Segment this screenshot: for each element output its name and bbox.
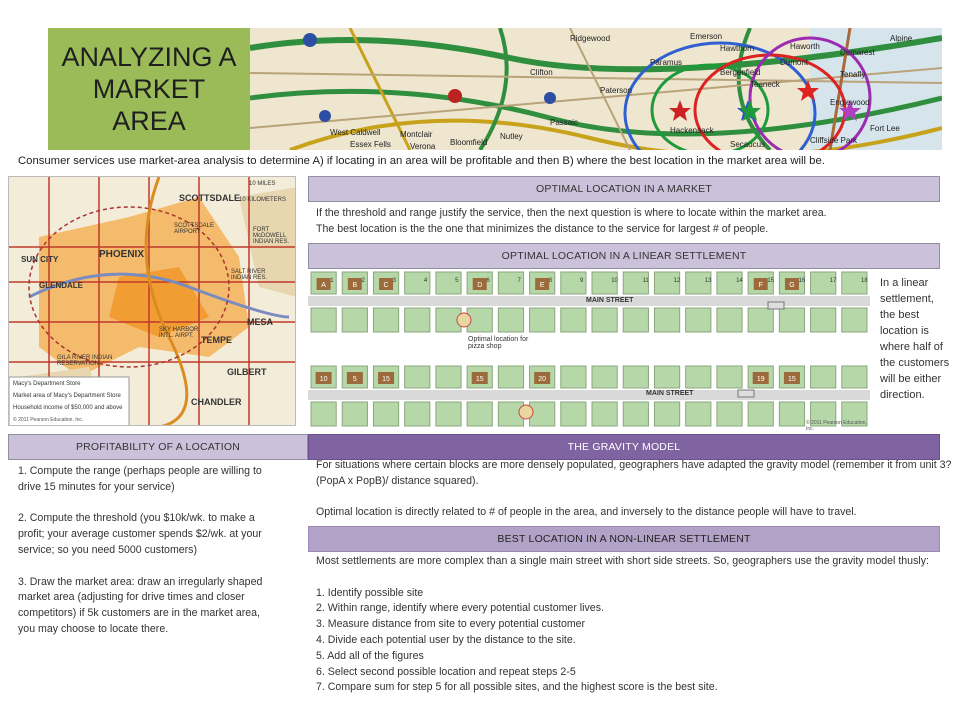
- block-upper-15: [748, 308, 773, 332]
- map-place-paterson: Paterson: [600, 86, 633, 95]
- map-place-emerson: Emerson: [690, 32, 723, 41]
- block-number-10: 10: [611, 278, 618, 284]
- page-title-text: [54, 41, 244, 137]
- block-lower-4: [405, 366, 430, 388]
- block-number-18: 18: [861, 278, 868, 284]
- map-scale-miles: 10 MILES: [249, 181, 276, 187]
- map-place-teaneck: Teaneck: [750, 80, 780, 89]
- block-lower-11: [623, 366, 648, 388]
- map-place-dumont: Dumont: [780, 58, 809, 67]
- map-place-essex-fells: Essex Fells: [350, 140, 391, 149]
- block-bottom-2: [342, 402, 367, 426]
- text-gravity-model: For situations where certain blocks are more densely populated, geographers have adapted the gravity model (remember it from unit 3? (PopA x PopB)/ distance squared). Optimal location is directly related to # of people in the area, and inversely to the distance people will have to travel.: [316, 459, 952, 519]
- block-number-1: 1: [330, 278, 334, 284]
- car-top: [768, 302, 784, 309]
- map-label-gilbert: GILBERT: [227, 367, 267, 377]
- block-bottom-6: [467, 402, 492, 426]
- map-label-chandler: CHANDLER: [191, 397, 242, 407]
- map-label-sky-harbor: SKY HARBOR INTL. AIRPT.: [159, 327, 199, 339]
- block-lower-5: [436, 366, 461, 388]
- house-letter-F: F: [758, 282, 763, 289]
- map-place-nutley: Nutley: [500, 132, 523, 141]
- block-number-4: 4: [423, 278, 428, 284]
- map-place-hackensack: Hackensack: [670, 126, 714, 135]
- house-value-4: 15: [475, 376, 484, 383]
- map-place-secaucus: Secaucus: [730, 140, 766, 149]
- block-upper-4: [405, 308, 430, 332]
- block-upper-7: [498, 308, 523, 332]
- map-label-mesa: MESA: [247, 317, 274, 327]
- map-place-bloomfield: Bloomfield: [450, 138, 488, 147]
- block-upper-18: [842, 308, 867, 332]
- pizza-caption: Optimal location for pizza shop: [468, 336, 529, 350]
- road-map-image: [250, 28, 942, 150]
- map-label-scottsdale: SCOTTSDALE: [179, 193, 241, 203]
- block-upper-11: [623, 308, 648, 332]
- main-street-bottom: [308, 390, 870, 400]
- map-label-glendale: GLENDALE: [39, 281, 83, 290]
- block-bottom-11: [623, 402, 648, 426]
- pizza-bottom: [519, 405, 533, 419]
- intro-text: Consumer services use market-area analysis to determine A) if locating in an area will be profitable and then B) where the best location in the market area will be.: [18, 155, 825, 167]
- map-place-montclair: Montclair: [400, 130, 433, 139]
- house-value-1: 10: [319, 376, 328, 383]
- map-label-gila-river: GILA RIVER INDIAN RESERVATION: [57, 355, 113, 367]
- house-letter-D: D: [477, 282, 483, 289]
- house-value-7: 15: [788, 376, 796, 383]
- block-lower-12: [654, 366, 679, 388]
- block-bottom-9: [561, 402, 586, 426]
- block-number-17: 17: [829, 278, 837, 284]
- house-value-5: 20: [538, 376, 547, 383]
- title-line-1: ANALYZING A: [61, 42, 237, 72]
- house-letter-E: E: [539, 282, 545, 289]
- house-value-2: 5: [352, 376, 357, 383]
- house-value-3: 15: [382, 376, 390, 383]
- map-label-fort-mcdowell: FORT McDOWELL INDIAN RES.: [253, 227, 290, 245]
- map-place-englewood: Englewood: [830, 98, 870, 107]
- pizza-top: [457, 313, 471, 327]
- block-upper-9: [561, 308, 586, 332]
- block-lower-14: [717, 366, 742, 388]
- map-place-ridgewood: Ridgewood: [570, 34, 611, 43]
- title-line-3: AREA: [112, 106, 186, 136]
- map-place-bergenfield: Bergenfield: [720, 68, 761, 77]
- text-nonlinear: Most settlements are more complex than a single main street with short side streets. So, geographers use the gravity model thusly: 1. Identify possible site 2. Within range, identify where every potential customer lives. 3. Measure distance from site to every potential customer 4. Divide each potential user by the distance to the site. 5. Add all of the figures 6. Select second possible location and repeat steps 2-5 7. Compare sum for step 5 for all possible sites, and the highest score is the best site.: [316, 555, 929, 694]
- block-upper-14: [717, 308, 742, 332]
- block-number-11: 11: [642, 278, 649, 284]
- block-number-8: 8: [548, 278, 553, 284]
- block-number-5: 5: [455, 278, 459, 284]
- header-optimal-market: OPTIMAL LOCATION IN A MARKET: [308, 176, 940, 202]
- map-label-tempe: TEMPE: [201, 335, 233, 345]
- block-bottom-8: [530, 402, 555, 426]
- block-lower-7: [498, 366, 523, 388]
- linear-note: In a linear settlement, the best location is where half of the customers will be either direction.: [880, 277, 950, 401]
- house-letter-A: A: [321, 282, 326, 289]
- block-bottom-15: [748, 402, 773, 426]
- map-place-clifton: Clifton: [530, 68, 553, 77]
- block-number-2: 2: [361, 278, 365, 284]
- header-profitability: PROFITABILITY OF A LOCATION: [8, 434, 308, 460]
- map-place-hawthorn: Hawthorn: [720, 44, 755, 53]
- map-place-cliffside-park: Cliffside Park: [810, 136, 857, 145]
- header-gravity-model: THE GRAVITY MODEL: [308, 434, 940, 460]
- map-place-alpine: Alpine: [890, 34, 913, 43]
- block-bottom-1: [311, 402, 336, 426]
- block-upper-16: [779, 308, 804, 332]
- block-upper-13: [686, 308, 711, 332]
- block-lower-10: [592, 366, 617, 388]
- block-bottom-14: [717, 402, 742, 426]
- title-line-2: MARKET: [92, 74, 206, 104]
- block-bottom-5: [436, 402, 461, 426]
- block-lower-18: [842, 366, 867, 388]
- block-number-15: 15: [767, 278, 775, 284]
- block-upper-12: [654, 308, 679, 332]
- block-upper-17: [811, 308, 836, 332]
- block-upper-1: [311, 308, 336, 332]
- header-nonlinear: BEST LOCATION IN A NON-LINEAR SETTLEMENT: [308, 526, 940, 552]
- block-number-13: 13: [704, 278, 712, 284]
- map-place-west-caldwell: West Caldwell: [330, 128, 381, 137]
- block-lower-13: [686, 366, 711, 388]
- map-place-verona: Verona: [410, 142, 436, 150]
- block-bottom-12: [654, 402, 679, 426]
- map-legend-market-area: Market area of Macy's Department Store: [13, 393, 121, 399]
- street-label-bottom: MAIN STREET: [646, 390, 694, 397]
- block-upper-2: [342, 308, 367, 332]
- map-label-salt-river: SALT RIVER INDIAN RES.: [231, 269, 268, 281]
- block-upper-10: [592, 308, 617, 332]
- map-place-paramus: Paramus: [650, 58, 683, 67]
- block-number-3: 3: [392, 278, 397, 284]
- block-number-7: 7: [517, 278, 521, 284]
- block-upper-8: [530, 308, 555, 332]
- map-scale-km: 10 KILOMETERS: [239, 197, 287, 203]
- street-label-top: MAIN STREET: [586, 297, 634, 304]
- map-place-passaic: Passaic: [550, 118, 579, 127]
- house-letter-C: C: [383, 282, 389, 289]
- block-upper-3: [373, 308, 398, 332]
- block-bottom-13: [686, 402, 711, 426]
- phoenix-market-map: [8, 176, 296, 426]
- block-bottom-3: [373, 402, 398, 426]
- house-value-6: 19: [756, 376, 765, 383]
- block-bottom-16: [779, 402, 804, 426]
- text-optimal-market: If the threshold and range justify the service, then the next question is where to locate within the market area. The best location is the the one that minimizes the distance to the service for largest # of people.: [316, 207, 827, 235]
- phoenix-map-graphic: [9, 177, 296, 426]
- block-number-9: 9: [580, 278, 584, 284]
- block-lower-9: [561, 366, 586, 388]
- map-credit: © 2011 Pearson Education, Inc.: [13, 417, 84, 423]
- map-legend-income: Household income of $50,000 and above: [13, 405, 123, 411]
- map-place-tenafly: Tenafly: [840, 70, 866, 79]
- linear-settlement-diagram: [308, 270, 870, 430]
- map-place-fort-lee: Fort Lee: [870, 124, 900, 133]
- house-letter-G: G: [789, 282, 795, 289]
- block-bottom-4: [405, 402, 430, 426]
- block-lower-17: [811, 366, 836, 388]
- car-bottom: [738, 390, 754, 397]
- block-number-14: 14: [736, 278, 743, 284]
- house-letter-B: B: [352, 282, 358, 289]
- text-profitability: 1. Compute the range (perhaps people are willing to drive 15 minutes for your service) 2. Compute the threshold (you $10k/wk. to make a profit; your average customer spends $2/wk. at your service; so you need 5000 customers) 3. Draw the market area: draw an irregularly shaped market area (adjusting for drive times and closer competitors) if 5k customers are in the market area, you may choose to locate there.: [18, 465, 263, 635]
- map-place-demarest: Demarest: [840, 48, 875, 57]
- block-number-12: 12: [673, 278, 681, 284]
- diagram-credit: © 2011 Pearson Education, Inc.: [806, 420, 867, 430]
- block-number-16: 16: [798, 278, 806, 284]
- map-label-scottsdale-airport: SCOTTSDALE AIRPORT: [174, 223, 215, 235]
- linear-settlement-graphic: [308, 270, 870, 430]
- map-legend-store: Macy's Department Store: [13, 381, 81, 387]
- map-label-sun-city: SUN CITY: [21, 255, 59, 264]
- block-number-6: 6: [486, 278, 490, 284]
- header-linear-settlement: OPTIMAL LOCATION IN A LINEAR SETTLEMENT: [308, 243, 940, 269]
- page-title: [48, 28, 250, 150]
- map-place-haworth: Haworth: [790, 42, 820, 51]
- block-bottom-10: [592, 402, 617, 426]
- map-label-phoenix: PHOENIX: [99, 249, 145, 260]
